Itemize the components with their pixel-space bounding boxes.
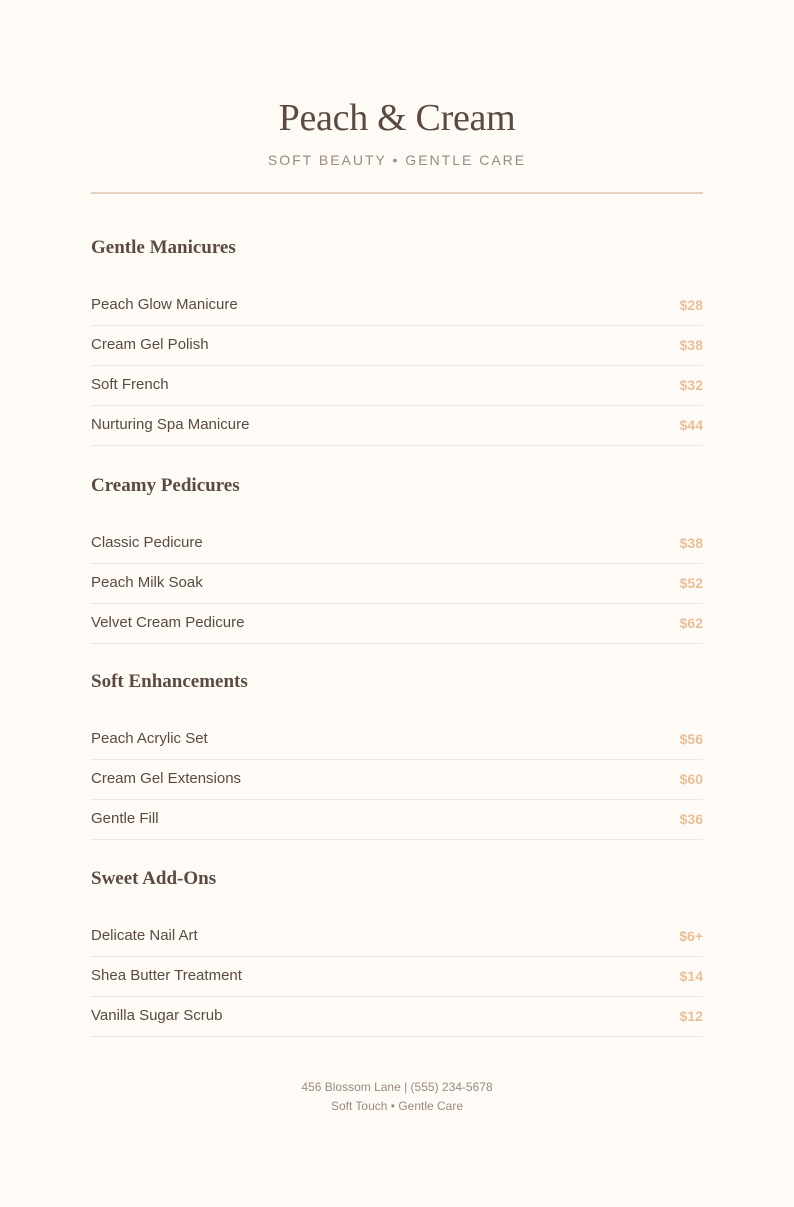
- service-name: Velvet Cream Pedicure: [91, 614, 245, 631]
- service-name: Peach Glow Manicure: [91, 296, 238, 313]
- service-list: [91, 720, 703, 840]
- footer-slogan: Soft Touch • Gentle Care: [330, 1099, 464, 1113]
- service-item: [91, 524, 703, 564]
- service-item: [91, 760, 703, 800]
- service-name: Gentle Fill: [91, 810, 159, 827]
- section-title: Soft Enhancements: [91, 671, 248, 692]
- section-sweet-add-ons: [91, 867, 703, 1037]
- section-title: Sweet Add-Ons: [91, 868, 217, 889]
- service-price: $56: [679, 730, 703, 747]
- section-title: Creamy Pedicures: [91, 475, 240, 496]
- service-price: $32: [679, 376, 703, 393]
- section-creamy-pedicures: [91, 474, 703, 644]
- service-item: [91, 917, 703, 957]
- section-soft-enhancements: [91, 670, 703, 840]
- section-title: Gentle Manicures: [91, 237, 236, 258]
- service-name: Vanilla Sugar Scrub: [91, 1007, 223, 1024]
- service-price: $36: [679, 810, 703, 827]
- service-price: $38: [679, 336, 703, 353]
- salon-tagline: SOFT BEAUTY • GENTLE CARE: [267, 152, 527, 168]
- service-item: [91, 286, 703, 326]
- service-name: Soft French: [91, 376, 169, 393]
- service-price: $38: [679, 534, 703, 551]
- menu-page: [91, 0, 703, 1113]
- service-price: $60: [679, 770, 703, 787]
- service-item: [91, 720, 703, 760]
- service-price: $44: [679, 416, 703, 433]
- service-item: [91, 326, 703, 366]
- service-price: $14: [679, 967, 703, 984]
- service-item: [91, 997, 703, 1037]
- service-item: [91, 800, 703, 840]
- service-name: Cream Gel Extensions: [91, 770, 242, 787]
- section-gentle-manicures: [91, 236, 703, 446]
- service-price: $28: [679, 296, 703, 313]
- service-list: [91, 524, 703, 644]
- service-price: $6+: [679, 927, 703, 944]
- service-name: Peach Acrylic Set: [91, 730, 208, 747]
- service-price: $62: [679, 614, 703, 631]
- service-name: Nurturing Spa Manicure: [91, 416, 250, 433]
- service-price: $12: [679, 1007, 703, 1024]
- service-list: [91, 286, 703, 446]
- service-name: Delicate Nail Art: [91, 927, 198, 944]
- service-name: Peach Milk Soak: [91, 574, 203, 591]
- service-item: [91, 366, 703, 406]
- service-name: Shea Butter Treatment: [91, 967, 242, 984]
- menu-footer: [91, 1078, 703, 1116]
- service-name: Classic Pedicure: [91, 534, 203, 551]
- service-list: [91, 917, 703, 1037]
- service-name: Cream Gel Polish: [91, 336, 209, 353]
- footer-contact: 456 Blossom Lane | (555) 234-5678: [301, 1080, 493, 1094]
- salon-title: Peach & Cream: [278, 97, 516, 139]
- service-item: [91, 564, 703, 604]
- menu-header: [91, 0, 703, 194]
- service-item: [91, 406, 703, 446]
- service-item: [91, 604, 703, 644]
- service-item: [91, 957, 703, 997]
- service-price: $52: [679, 574, 703, 591]
